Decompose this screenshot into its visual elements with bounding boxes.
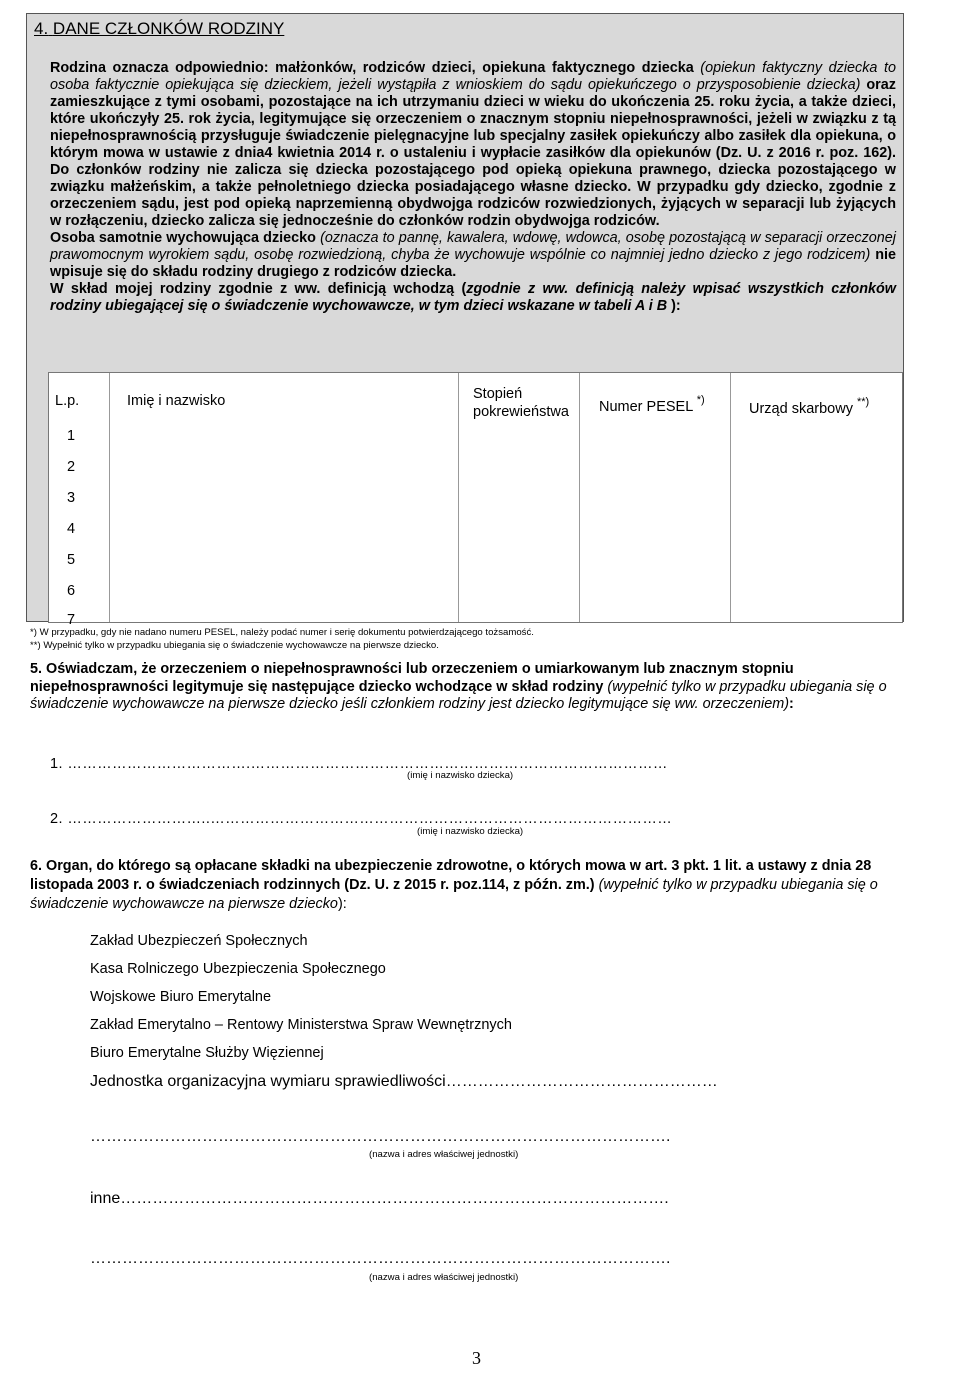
- header-tax-office-mark: **): [856, 396, 870, 408]
- option-zus[interactable]: Zakład Ubezpieczeń Społecznych: [90, 933, 308, 949]
- table-row-number: 3: [67, 490, 76, 506]
- header-relation-line1: Stopień: [473, 386, 523, 402]
- justice-unit-address-field[interactable]: ……………………………………………………………………………………………….: [90, 1128, 671, 1145]
- section6-tail: ):: [337, 896, 347, 912]
- child-name-caption-1: (imię i nazwisko dziecka): [407, 770, 514, 781]
- family-composition-paragraph: [50, 281, 896, 315]
- option-other[interactable]: inne………………………………………………………………………………………….: [90, 1190, 669, 1207]
- family-members-table: [48, 372, 903, 628]
- header-name: Imię i nazwisko: [127, 393, 226, 409]
- definition-bold-2: oraz zamieszkujące z tymi osobami, pozostające na ich utrzymaniu dzieci w wieku do ukończenia 25. roku życia, a także dzieci, które ukończyły 25. rok życia, legitymujące się orzeczeniem o znacznym stopniu niepełnosprawności, jeżeli w związku z tą niepełnosprawnością przysługuje świadczenie pielęgnacyjne lub specjalny zasiłek opiekuńczy albo zasiłek dla opiekuna, o którym mowa w ustawie z dnia4 kwietnia 2014 r. o ustaleniu i wypłacie zasiłków dla opiekunów (Dz. U. z 2016 r. poz. 162). Do członków rodziny nie zalicza się dziecka pozostającego pod opieką opiekuna prawnego, dziecka pozostającego w związku małżeńskim, a także pełnoletniego dziecka posiadającego własne dziecko. W przypadku gdy dziecko, zgodnie z orzeczeniem sądu, jest pod opieką naprzemienną obydwojga rodziców rozwiedzionych, żyjących w separacji lub żyjących w rozłączeniu, dziecko zalicza się jednocześnie do członków rodzin obydwojga rodziców.: [50, 77, 896, 229]
- single-parent-paragraph: [50, 230, 896, 281]
- table-divider: [458, 373, 459, 622]
- section-title: [34, 19, 284, 39]
- section5-colon: :: [789, 696, 794, 712]
- option-prison-service-pension[interactable]: Biuro Emerytalne Służby Więziennej: [90, 1045, 324, 1061]
- table-row-number: 2: [67, 459, 76, 475]
- header-relation-line2: pokrewieństwa: [473, 404, 569, 420]
- table-row-number: 6: [67, 583, 76, 599]
- section6-bold: 6. Organ, do którego są opłacane składki na ubezpieczenie zdrowotne, o których mowa w art. 3 pkt. 1 lit. a ustawy z dnia 28 listopada 2003 r. o świadczeniach rodzinnych (Dz. U. z 2015 r. poz.114, z późn. zm.): [30, 858, 872, 893]
- header-tax-office: [749, 396, 870, 420]
- single-parent-bold-2: nie wpisuje się do składu rodziny drugiego z rodziców dziecka.: [50, 247, 897, 280]
- footnote-tax-office: **) Wypełnić tylko w przypadku ubiegania się o świadczenie wychowawcze na pierwsze dziecko.: [30, 640, 439, 651]
- section6-italic: (wypełnić tylko w przypadku ubiegania się o świadczenie wychowawcze na pierwsze dziecko: [30, 877, 878, 912]
- table-divider: [730, 373, 731, 622]
- child-name-field-2[interactable]: 2. ………………………..…………………………………………………………………………………: [50, 811, 673, 827]
- header-tax-office-text: Urząd skarbowy: [749, 401, 853, 417]
- single-parent-bold: Osoba samotnie wychowująca dziecko: [50, 230, 316, 246]
- header-pesel: [599, 394, 705, 418]
- composition-bold-italic: zgodnie z ww. definicją należy wpisać wszystkich członków rodziny ubiegającej się o świadczenie wychowawcze, w tym dzieci wskazane w tabeli A i B: [50, 281, 896, 314]
- composition-bold-1: W skład mojej rodziny zgodnie z ww. definicją wchodzą (: [50, 281, 467, 297]
- option-military-pension-office[interactable]: Wojskowe Biuro Emerytalne: [90, 989, 272, 1005]
- child-name-field-1[interactable]: 1. ……………………………….…………………………………………………………………………: [50, 756, 668, 772]
- option-mswia-pension[interactable]: Zakład Emerytalno – Rentowy Ministerstwa Spraw Wewnętrznych: [90, 1017, 513, 1033]
- table-divider: [109, 373, 110, 622]
- other-unit-address-field[interactable]: ……………………………………………………………………………………………….: [90, 1250, 671, 1267]
- section-number: 4.: [34, 19, 49, 38]
- table-row-number: 5: [67, 552, 76, 568]
- section5-bold: Oświadczam, że orzeczeniem o niepełnosprawności lub orzeczeniem o umiarkowanym lub znacznym stopniu niepełnosprawności legitymuje się następujące dziecko wchodzące w skład rodziny: [30, 661, 794, 695]
- option-justice-unit[interactable]: Jednostka organizacyjna wymiaru sprawiedliwości……………………………………………: [90, 1073, 718, 1090]
- disability-statement: [30, 661, 896, 714]
- definition-italic-1: (opiekun faktyczny dziecka to osoba faktycznie opiekująca się dzieckiem, jeżeli wystąpiła z wnioskiem do sądu opiekuńczego o przysposobienie dziecka): [50, 60, 896, 93]
- header-pesel-mark: *): [696, 394, 705, 406]
- page-number: 3: [472, 1348, 481, 1368]
- section-title-text: DANE CZŁONKÓW RODZINY: [52, 19, 285, 38]
- section5-number: 5.: [30, 661, 43, 677]
- option-krus[interactable]: Kasa Rolniczego Ubezpieczenia Społecznego: [90, 961, 386, 977]
- definition-bold-1: Rodzina oznacza odpowiednio: małżonków, rodziców dzieci, opiekuna faktycznego dziecka: [50, 60, 701, 76]
- table-divider: [579, 373, 580, 622]
- header-lp: L.p.: [55, 393, 80, 409]
- other-unit-caption: (nazwa i adres właściwej jednostki): [369, 1272, 519, 1283]
- family-members-section: [26, 13, 904, 628]
- health-insurance-organ: [30, 857, 902, 914]
- footnote-pesel: *) W przypadku, gdy nie nadano numeru PESEL, należy podać numer i serię dokumentu potwierdzającego tożsamość.: [30, 627, 534, 638]
- section5-italic: (wypełnić tylko w przypadku ubiegania się o świadczenie wychowawcze na pierwsze dziecko jeśli członkiem rodziny jest dziecko legitymujące się ww. orzeczeniem): [30, 678, 887, 712]
- child-name-caption-2: (imię i nazwisko dziecka): [417, 826, 524, 837]
- single-parent-italic: (oznacza to pannę, kawalera, wdowę, wdowca, osobę pozostającą w separacji orzeczonej prawomocnym wyrokiem sądu, osobę rozwiedzioną, chyba że wychowuje wspólnie co najmniej jedno dziecko z jego rodzicem): [50, 230, 896, 263]
- composition-bold-2: ):: [667, 298, 681, 314]
- table-row-number: 1: [67, 428, 76, 444]
- table-row-number: 4: [67, 521, 76, 537]
- table-row-number: 7: [67, 612, 76, 628]
- family-definition-paragraph: [50, 60, 896, 230]
- justice-unit-caption: (nazwa i adres właściwej jednostki): [369, 1149, 519, 1160]
- family-definition-text: [50, 60, 896, 315]
- header-pesel-text: Numer PESEL: [599, 399, 693, 415]
